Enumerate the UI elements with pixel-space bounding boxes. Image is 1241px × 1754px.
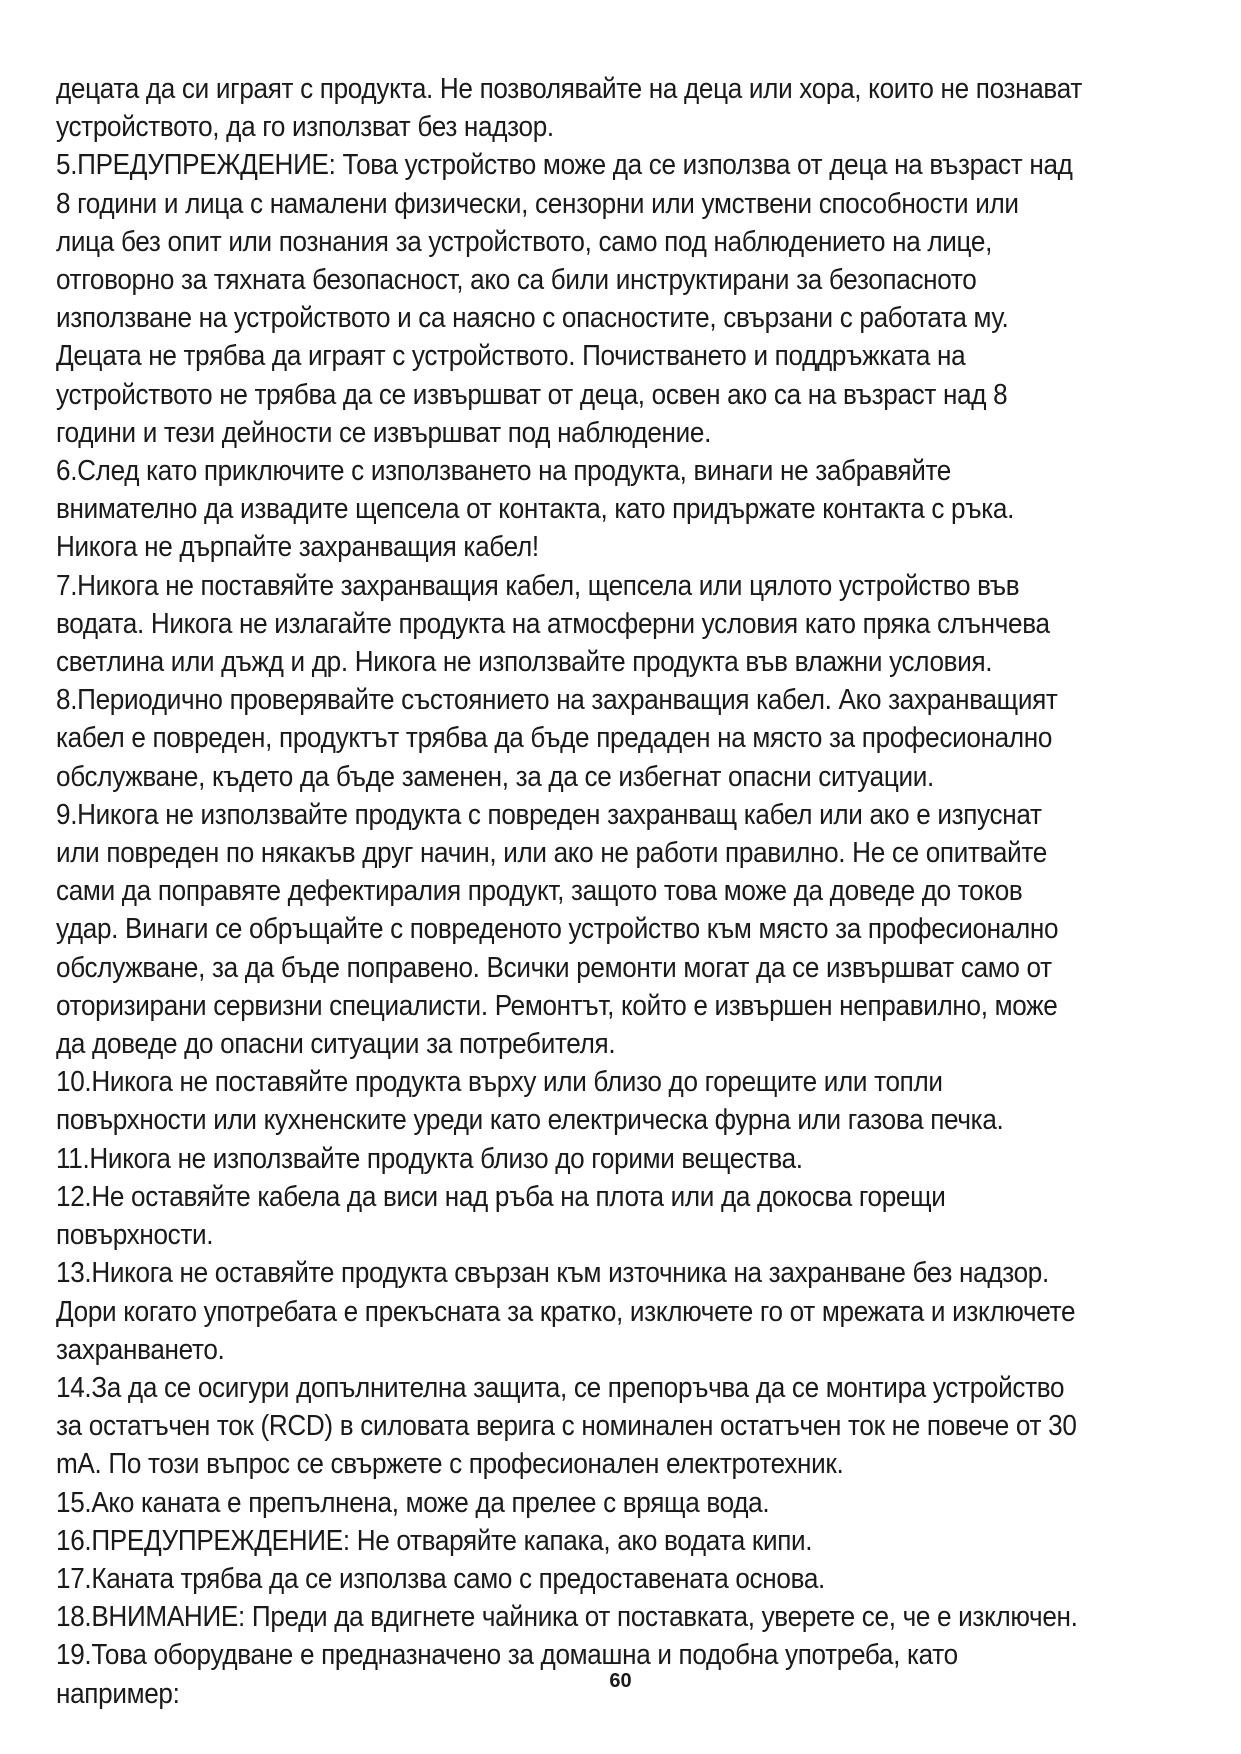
paragraph-item-5: 5.ПРЕДУПРЕЖДЕНИЕ: Това устройство може да се използва от деца на възраст над 8 години и лица с намалени физически, сензорни или умствени способности или лица без опит или познания за устройството, само под наблюдението на лице, отговорно за тяхната безопасност, ако са били инструктирани за безопасното използване на устройството и са наясно с опасностите, свързани с работата му. Децата не трябва да играят с устройството. Почистването и поддръжката на устройството не трябва да се извършват от деца, освен ако са на възраст над 8 години и тези дейности се извършват под наблюдение. bbox=[56, 149, 1073, 449]
paragraph-item-16: 16.ПРЕДУПРЕЖДЕНИЕ: Не отваряйте капака, ако водата кипи. bbox=[56, 1524, 813, 1557]
paragraph-item-10: 10.Никога не поставяйте продукта върху или близо до горещите или топли повърхности или кухненските уреди като електрическа фурна или газова печка. bbox=[56, 1066, 1004, 1137]
paragraph-item-8: 8.Периодично проверявайте състоянието на захранващия кабел. Ако захранващият кабел е повреден, продуктът трябва да бъде предаден на място за професионално обслужване, където да бъде заменен, за да се избегнат опасни ситуации. bbox=[56, 684, 1058, 793]
paragraph-continuation: децата да си играят с продукта. Не позволявайте на деца или хора, които не познават устройството, да го използват без надзор. bbox=[56, 73, 1082, 144]
paragraph-item-12: 12.Не оставяйте кабела да виси над ръба на плота или да докосва горещи повърхности. bbox=[56, 1180, 946, 1252]
page-number: 60 bbox=[609, 1670, 632, 1692]
paragraph-item-7: 7.Никога не поставяйте захранващия кабел, щепсела или цялото устройство във водата. Никога не излагайте продукта на атмосферни условия като пряка слънчева светлина или дъжд и др. Никога не използвайте продукта във влажни условия. bbox=[56, 569, 1050, 679]
paragraph-item-9: 9.Никога не използвайте продукта с повреден захранващ кабел или ако е изпуснат или повреден по някакъв друг начин, или ако не работи правилно. Не се опитвайте сами да поправяте дефектиралия продукт, защото това може да доведе до токов удар. Винаги се обръщайте с повреденото устройство към място за професионално обслужване, за да бъде поправено. Всички ремонти могат да се извършват само от оторизирани сервизни специалисти. Ремонтът, който е извършен неправилно, може да доведе до опасни ситуации за потребителя. bbox=[56, 798, 1059, 1061]
paragraph-item-19: 19.Това оборудване е предназначено за домашна и подобна употреба, като например: bbox=[56, 1639, 958, 1710]
paragraph-item-15: 15.Ако каната е препълнена, може да прелее с вряща вода. bbox=[56, 1486, 770, 1519]
instructions-text bbox=[56, 70, 1082, 1713]
paragraph-item-6: 6.След като приключите с използването на продукта, винаги не забравяйте внимателно да извадите щепсела от контакта, като придържате контакта с ръка. Никога не дърпайте захранващия кабел! bbox=[56, 455, 1015, 564]
paragraph-item-13: 13.Никога не оставяйте продукта свързан към източника на захранване без надзор. Дори когато употребата е прекъсната за кратко, изключете го от мрежата и изключете захранването. bbox=[56, 1257, 1076, 1366]
paragraph-item-18: 18.ВНИМАНИЕ: Преди да вдигнете чайника от поставката, уверете се, че е изключен. bbox=[56, 1601, 1078, 1634]
paragraph-item-14: 14.За да се осигури допълнителна защита, се препоръчва да се монтира устройство за остатъчен ток (RCD) в силовата верига с номинален остатъчен ток не повече от 30 mA. По този въпрос се свържете с професионален електротехник. bbox=[56, 1371, 1077, 1481]
paragraph-item-11: 11.Никога не използвайте продукта близо до горими вещества. bbox=[56, 1142, 803, 1175]
paragraph-item-17: 17.Каната трябва да се използва само с предоставената основа. bbox=[56, 1562, 825, 1595]
